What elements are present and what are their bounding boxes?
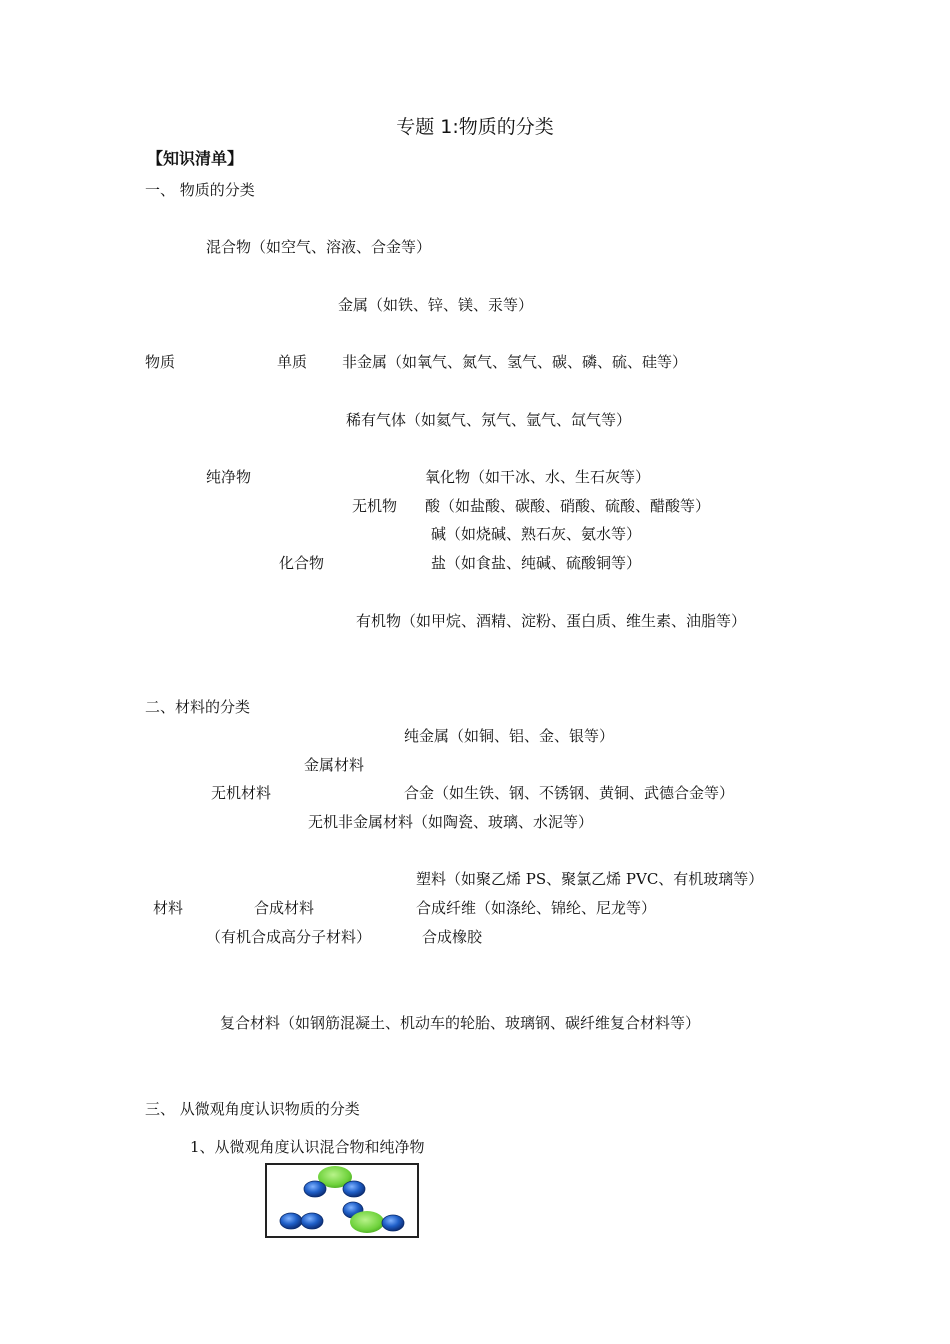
molecule-illustration xyxy=(265,1163,419,1238)
green-atom xyxy=(350,1211,384,1233)
part2-heading: 二、材料的分类 xyxy=(145,698,251,716)
nonmetal-label: 非金属（如氧气、氮气、氢气、碳、磷、硫、硅等） xyxy=(342,353,688,371)
synthetic-note-label: （有机合成高分子材料） xyxy=(206,928,372,946)
molecule-diagram xyxy=(267,1165,417,1236)
synthetic-material-label: 合成材料 xyxy=(254,899,315,917)
material-root: 材料 xyxy=(153,899,184,917)
page-title: 专题 1:物质的分类 xyxy=(396,116,554,138)
substance-root: 物质 xyxy=(145,353,176,371)
pure-metal-label: 纯金属（如铜、铝、金、银等） xyxy=(404,727,615,745)
blue-atom xyxy=(343,1181,365,1197)
oxide-label: 氧化物（如干冰、水、生石灰等） xyxy=(425,468,651,486)
blue-atom xyxy=(304,1181,326,1197)
noble-gas-label: 稀有气体（如氦气、氖气、氩气、氙气等） xyxy=(346,411,632,429)
inorganic-material-label: 无机材料 xyxy=(211,784,272,802)
element-label: 单质 xyxy=(277,353,308,371)
composite-label: 复合材料（如钢筋混凝土、机动车的轮胎、玻璃钢、碳纤维复合材料等） xyxy=(220,1014,701,1032)
compound-label: 化合物 xyxy=(279,554,325,572)
mixture-label: 混合物（如空气、溶液、合金等） xyxy=(206,238,432,256)
acid-label: 酸（如盐酸、碳酸、硝酸、硫酸、醋酸等） xyxy=(425,497,711,515)
fiber-label: 合成纤维（如涤纶、锦纶、尼龙等） xyxy=(416,899,657,917)
section-header: 【知识清单】 xyxy=(147,149,244,168)
part3-heading: 三、 从微观角度认识物质的分类 xyxy=(145,1100,360,1118)
inorganic-label: 无机物 xyxy=(352,497,398,515)
blue-atom xyxy=(382,1215,404,1231)
metal-label: 金属（如铁、锌、镁、汞等） xyxy=(338,296,534,314)
salt-label: 盐（如食盐、纯碱、硫酸铜等） xyxy=(431,554,642,572)
alloy-label: 合金（如生铁、钢、不锈钢、黄铜、武德合金等） xyxy=(404,784,735,802)
organic-label: 有机物（如甲烷、酒精、淀粉、蛋白质、维生素、油脂等） xyxy=(356,612,747,630)
pure-substance-label: 纯净物 xyxy=(206,468,252,486)
part3-sub1: 1、从微观角度认识混合物和纯净物 xyxy=(190,1138,425,1156)
part1-heading: 一、 物质的分类 xyxy=(145,181,255,199)
blue-atom xyxy=(301,1213,323,1229)
blue-atom xyxy=(280,1213,302,1229)
nonmetal-material-label: 无机非金属材料（如陶瓷、玻璃、水泥等） xyxy=(308,813,594,831)
metal-material-label: 金属材料 xyxy=(304,756,365,774)
base-label: 碱（如烧碱、熟石灰、氨水等） xyxy=(431,525,642,543)
plastic-label: 塑料（如聚乙烯 PS、聚氯乙烯 PVC、有机玻璃等） xyxy=(416,870,764,888)
rubber-label: 合成橡胶 xyxy=(422,928,483,946)
